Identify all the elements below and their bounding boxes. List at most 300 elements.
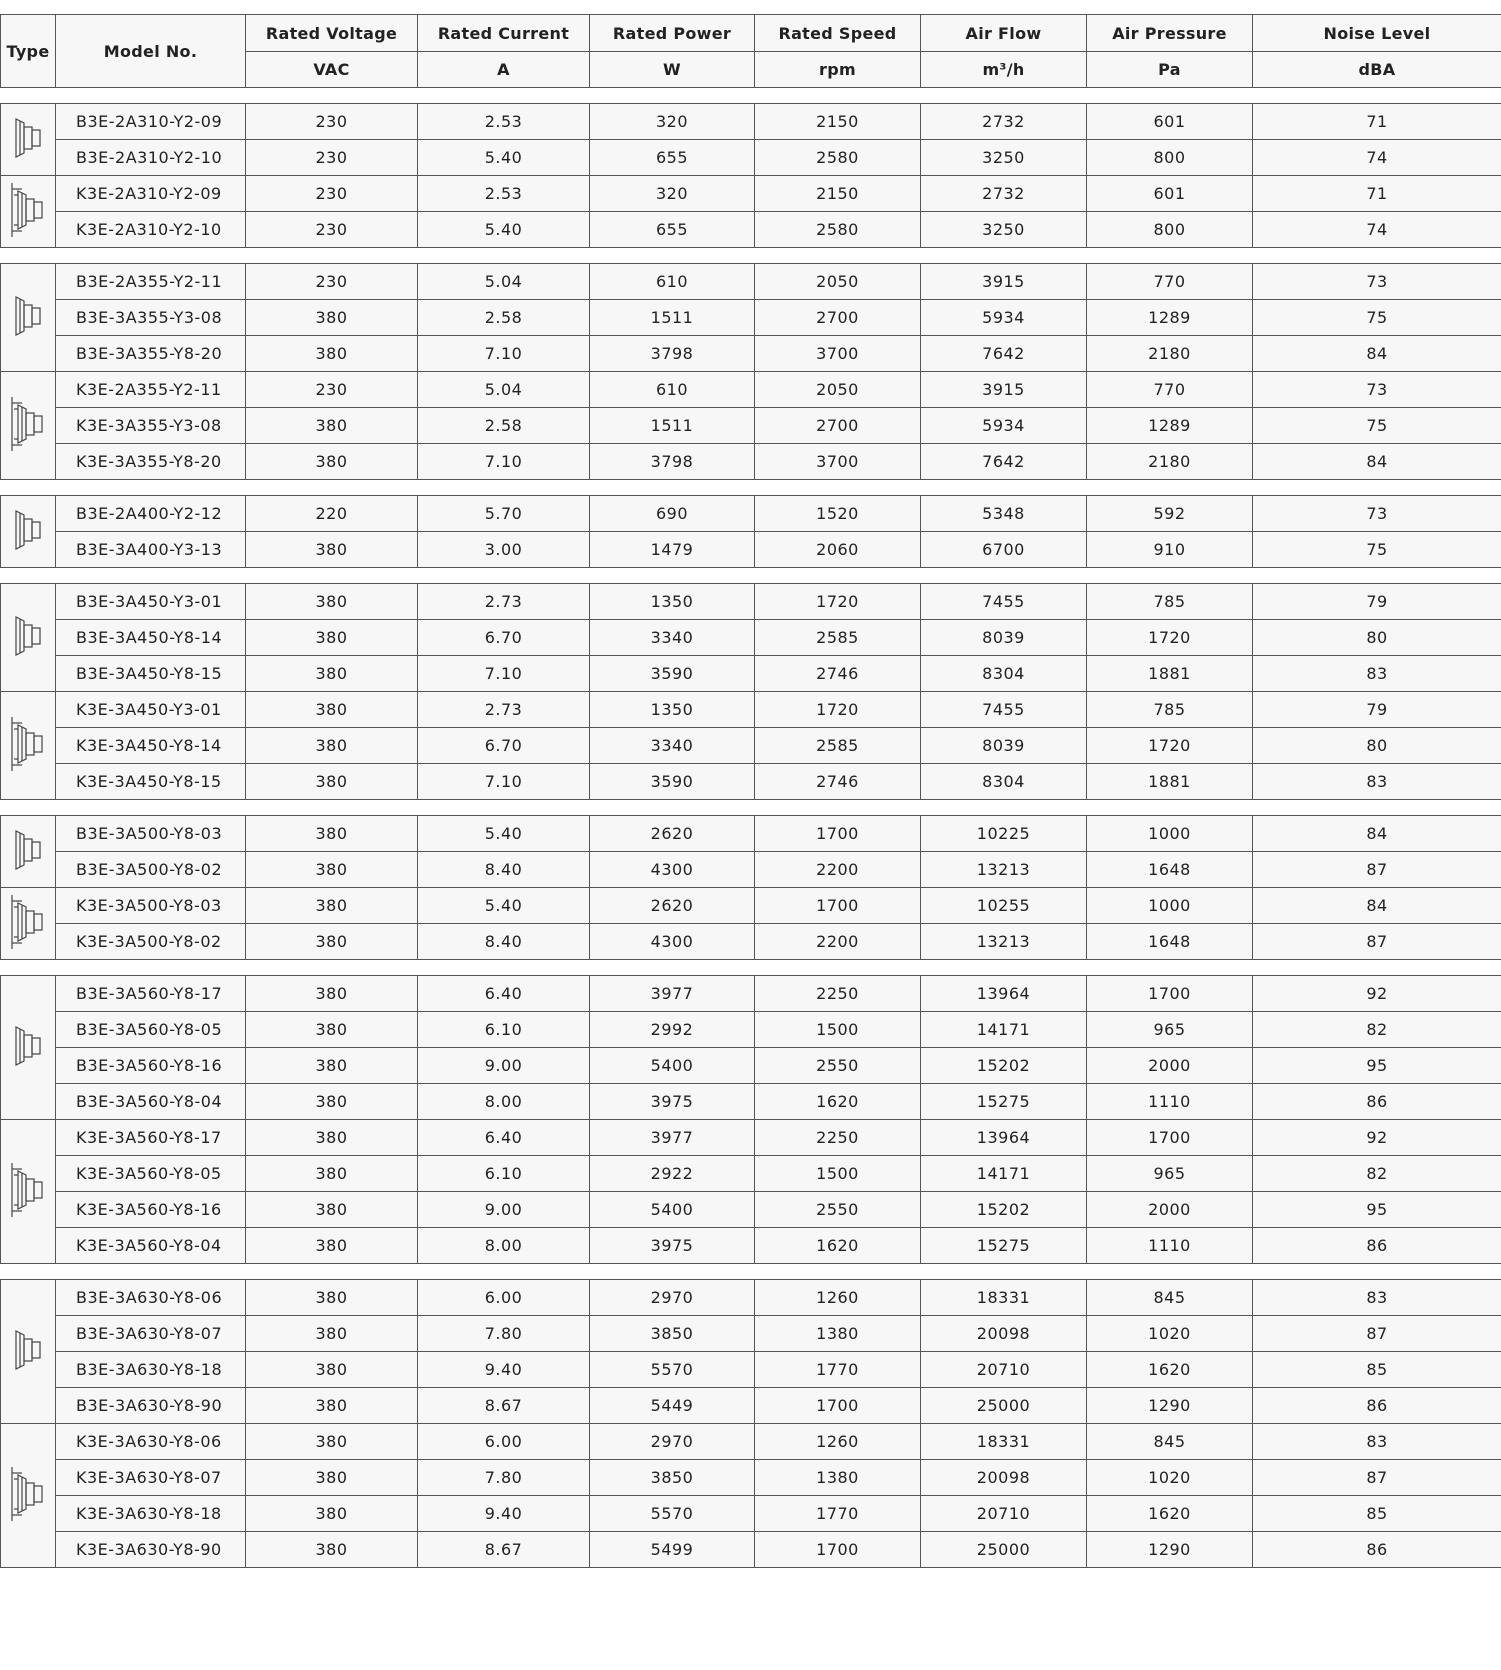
power-cell: 5400 [590,1192,755,1228]
model-cell: B3E-3A560-Y8-16 [56,1048,246,1084]
voltage-cell: 380 [246,728,418,764]
power-cell: 5570 [590,1352,755,1388]
speed-cell: 2250 [755,1120,921,1156]
model-cell: K3E-3A630-Y8-06 [56,1424,246,1460]
speed-cell: 2746 [755,764,921,800]
table-row [1,976,1501,1012]
power-cell: 4300 [590,852,755,888]
current-cell: 6.00 [418,1424,590,1460]
air-pressure-cell: 1700 [1087,976,1253,1012]
air-flow-cell: 10225 [921,816,1087,852]
backward-curved-impeller-icon [10,1056,46,1075]
voltage-cell: 220 [246,496,418,532]
air-flow-cell: 25000 [921,1388,1087,1424]
header-rated-power: Rated Power [590,15,755,52]
model-cell: B3E-3A450-Y8-14 [56,620,246,656]
power-cell: 2620 [590,816,755,852]
power-cell: 610 [590,372,755,408]
voltage-cell: 230 [246,104,418,140]
air-flow-cell: 15275 [921,1084,1087,1120]
power-cell: 3340 [590,728,755,764]
air-pressure-cell: 1720 [1087,728,1253,764]
current-cell: 2.73 [418,584,590,620]
power-cell: 4300 [590,924,755,960]
current-cell: 5.04 [418,372,590,408]
air-pressure-cell: 2000 [1087,1048,1253,1084]
speed-cell: 1700 [755,888,921,924]
air-pressure-cell: 1290 [1087,1532,1253,1568]
type-cell [1,372,56,480]
current-cell: 6.70 [418,620,590,656]
air-flow-cell: 3915 [921,372,1087,408]
speed-cell: 2200 [755,852,921,888]
model-cell: B3E-3A450-Y8-15 [56,656,246,692]
unit-air-flow: m³/h [921,52,1087,88]
spec-group-table [0,975,1501,1264]
current-cell: 8.67 [418,1388,590,1424]
air-flow-cell: 13213 [921,924,1087,960]
air-pressure-cell: 1881 [1087,764,1253,800]
unit-current: A [418,52,590,88]
current-cell: 5.40 [418,212,590,248]
impeller-with-support-frame-icon [8,758,48,777]
air-pressure-cell: 1000 [1087,888,1253,924]
speed-cell: 1720 [755,584,921,620]
speed-cell: 1380 [755,1460,921,1496]
power-cell: 320 [590,104,755,140]
voltage-cell: 380 [246,976,418,1012]
model-cell: K3E-3A355-Y8-20 [56,444,246,480]
speed-cell: 2150 [755,104,921,140]
table-row [1,1012,1501,1048]
model-cell: B3E-3A400-Y3-13 [56,532,246,568]
speed-cell: 2060 [755,532,921,568]
air-pressure-cell: 1290 [1087,1388,1253,1424]
type-cell [1,1120,56,1264]
air-flow-cell: 8304 [921,764,1087,800]
noise-cell: 92 [1253,976,1501,1012]
model-cell: B3E-3A500-Y8-03 [56,816,246,852]
current-cell: 3.00 [418,532,590,568]
table-row [1,1048,1501,1084]
header-model: Model No. [56,15,246,88]
voltage-cell: 380 [246,300,418,336]
speed-cell: 1620 [755,1084,921,1120]
power-cell: 3850 [590,1316,755,1352]
current-cell: 5.40 [418,816,590,852]
current-cell: 7.10 [418,656,590,692]
air-pressure-cell: 1020 [1087,1316,1253,1352]
speed-cell: 1500 [755,1156,921,1192]
table-row [1,176,1501,212]
table-row [1,1352,1501,1388]
model-cell: K3E-2A310-Y2-10 [56,212,246,248]
noise-cell: 87 [1253,1460,1501,1496]
model-cell: B3E-3A560-Y8-05 [56,1012,246,1048]
speed-cell: 1700 [755,816,921,852]
air-pressure-cell: 845 [1087,1424,1253,1460]
model-cell: B3E-2A310-Y2-09 [56,104,246,140]
noise-cell: 85 [1253,1352,1501,1388]
unit-power: W [590,52,755,88]
noise-cell: 83 [1253,1280,1501,1316]
current-cell: 6.10 [418,1156,590,1192]
unit-air-pressure: Pa [1087,52,1253,88]
header-rated-speed: Rated Speed [755,15,921,52]
noise-cell: 95 [1253,1048,1501,1084]
header-rated-voltage: Rated Voltage [246,15,418,52]
spec-group-table [0,583,1501,800]
air-flow-cell: 20710 [921,1352,1087,1388]
voltage-cell: 380 [246,656,418,692]
air-pressure-cell: 2000 [1087,1192,1253,1228]
noise-cell: 82 [1253,1012,1501,1048]
model-cell: K3E-3A500-Y8-02 [56,924,246,960]
air-pressure-cell: 965 [1087,1012,1253,1048]
table-row [1,656,1501,692]
table-row [1,1192,1501,1228]
noise-cell: 86 [1253,1388,1501,1424]
current-cell: 2.58 [418,300,590,336]
model-cell: B3E-3A630-Y8-07 [56,1316,246,1352]
type-cell [1,888,56,960]
power-cell: 5499 [590,1532,755,1568]
type-cell [1,816,56,888]
spec-groups [0,88,1501,1568]
model-cell: B3E-3A355-Y8-20 [56,336,246,372]
spec-group-table [0,1279,1501,1568]
air-flow-cell: 10255 [921,888,1087,924]
air-flow-cell: 20098 [921,1316,1087,1352]
current-cell: 5.70 [418,496,590,532]
air-flow-cell: 18331 [921,1280,1087,1316]
speed-cell: 2550 [755,1048,921,1084]
power-cell: 5449 [590,1388,755,1424]
noise-cell: 86 [1253,1228,1501,1264]
backward-curved-impeller-icon [10,540,46,559]
speed-cell: 2580 [755,140,921,176]
model-cell: K3E-3A450-Y8-14 [56,728,246,764]
air-flow-cell: 5934 [921,408,1087,444]
noise-cell: 84 [1253,888,1501,924]
power-cell: 2992 [590,1012,755,1048]
voltage-cell: 380 [246,1048,418,1084]
power-cell: 3590 [590,764,755,800]
spec-group-table [0,103,1501,248]
air-pressure-cell: 1020 [1087,1460,1253,1496]
model-cell: K3E-3A560-Y8-16 [56,1192,246,1228]
current-cell: 7.80 [418,1316,590,1352]
backward-curved-impeller-icon [10,326,46,345]
noise-cell: 71 [1253,104,1501,140]
noise-cell: 73 [1253,264,1501,300]
air-flow-cell: 13964 [921,1120,1087,1156]
voltage-cell: 380 [246,1532,418,1568]
speed-cell: 2585 [755,620,921,656]
type-cell [1,584,56,692]
air-flow-cell: 20710 [921,1496,1087,1532]
air-pressure-cell: 965 [1087,1156,1253,1192]
voltage-cell: 380 [246,408,418,444]
air-flow-cell: 8304 [921,656,1087,692]
speed-cell: 2150 [755,176,921,212]
model-cell: K3E-3A630-Y8-07 [56,1460,246,1496]
voltage-cell: 380 [246,692,418,728]
noise-cell: 86 [1253,1532,1501,1568]
table-row [1,852,1501,888]
current-cell: 8.67 [418,1532,590,1568]
table-row [1,888,1501,924]
power-cell: 690 [590,496,755,532]
impeller-with-support-frame-icon [8,1204,48,1223]
model-cell: B3E-2A310-Y2-10 [56,140,246,176]
table-row [1,1280,1501,1316]
noise-cell: 92 [1253,1120,1501,1156]
table-row [1,140,1501,176]
model-cell: B3E-2A400-Y2-12 [56,496,246,532]
air-flow-cell: 15275 [921,1228,1087,1264]
noise-cell: 75 [1253,408,1501,444]
type-cell [1,496,56,568]
backward-curved-impeller-icon [10,1360,46,1379]
power-cell: 3850 [590,1460,755,1496]
current-cell: 6.40 [418,976,590,1012]
air-pressure-cell: 601 [1087,104,1253,140]
speed-cell: 2250 [755,976,921,1012]
type-cell [1,104,56,176]
air-flow-cell: 2732 [921,176,1087,212]
air-flow-cell: 14171 [921,1156,1087,1192]
speed-cell: 2050 [755,264,921,300]
power-cell: 3977 [590,976,755,1012]
speed-cell: 2050 [755,372,921,408]
group-spacer [0,248,1501,263]
air-pressure-cell: 845 [1087,1280,1253,1316]
group-spacer [0,960,1501,975]
backward-curved-impeller-icon [10,646,46,665]
noise-cell: 82 [1253,1156,1501,1192]
table-row [1,1388,1501,1424]
air-flow-cell: 5348 [921,496,1087,532]
header-rated-current: Rated Current [418,15,590,52]
unit-voltage: VAC [246,52,418,88]
table-row [1,1424,1501,1460]
power-cell: 610 [590,264,755,300]
voltage-cell: 380 [246,888,418,924]
voltage-cell: 380 [246,924,418,960]
current-cell: 5.40 [418,140,590,176]
table-row [1,816,1501,852]
power-cell: 3590 [590,656,755,692]
model-cell: K3E-3A560-Y8-04 [56,1228,246,1264]
voltage-cell: 380 [246,444,418,480]
current-cell: 7.80 [418,1460,590,1496]
air-flow-cell: 7455 [921,584,1087,620]
speed-cell: 2585 [755,728,921,764]
current-cell: 8.00 [418,1228,590,1264]
spec-header-table [0,14,1501,88]
voltage-cell: 380 [246,1156,418,1192]
group-spacer [0,88,1501,103]
table-row [1,1496,1501,1532]
speed-cell: 2580 [755,212,921,248]
air-pressure-cell: 1110 [1087,1228,1253,1264]
noise-cell: 80 [1253,620,1501,656]
type-cell [1,264,56,372]
air-pressure-cell: 1620 [1087,1496,1253,1532]
air-flow-cell: 18331 [921,1424,1087,1460]
voltage-cell: 380 [246,336,418,372]
noise-cell: 75 [1253,532,1501,568]
noise-cell: 75 [1253,300,1501,336]
spec-sheet [0,14,1501,1568]
current-cell: 5.40 [418,888,590,924]
noise-cell: 86 [1253,1084,1501,1120]
group-spacer [0,480,1501,495]
model-cell: K3E-2A355-Y2-11 [56,372,246,408]
power-cell: 655 [590,140,755,176]
noise-cell: 79 [1253,692,1501,728]
air-pressure-cell: 1700 [1087,1120,1253,1156]
air-flow-cell: 2732 [921,104,1087,140]
voltage-cell: 380 [246,1228,418,1264]
voltage-cell: 230 [246,140,418,176]
noise-cell: 74 [1253,212,1501,248]
noise-cell: 85 [1253,1496,1501,1532]
air-flow-cell: 25000 [921,1532,1087,1568]
noise-cell: 84 [1253,816,1501,852]
voltage-cell: 230 [246,264,418,300]
model-cell: B3E-3A630-Y8-18 [56,1352,246,1388]
voltage-cell: 380 [246,620,418,656]
air-flow-cell: 8039 [921,728,1087,764]
table-row [1,692,1501,728]
impeller-with-support-frame-icon [8,936,48,955]
table-row [1,1316,1501,1352]
power-cell: 1511 [590,408,755,444]
table-row [1,372,1501,408]
air-pressure-cell: 2180 [1087,444,1253,480]
air-pressure-cell: 1110 [1087,1084,1253,1120]
speed-cell: 3700 [755,336,921,372]
air-pressure-cell: 2180 [1087,336,1253,372]
noise-cell: 87 [1253,924,1501,960]
noise-cell: 95 [1253,1192,1501,1228]
air-pressure-cell: 1289 [1087,408,1253,444]
speed-cell: 1620 [755,1228,921,1264]
unit-speed: rpm [755,52,921,88]
noise-cell: 79 [1253,584,1501,620]
power-cell: 5570 [590,1496,755,1532]
model-cell: K3E-3A500-Y8-03 [56,888,246,924]
table-row [1,764,1501,800]
speed-cell: 3700 [755,444,921,480]
power-cell: 5400 [590,1048,755,1084]
voltage-cell: 380 [246,1388,418,1424]
power-cell: 3798 [590,336,755,372]
group-spacer [0,1264,1501,1279]
group-spacer [0,800,1501,815]
speed-cell: 1520 [755,496,921,532]
voltage-cell: 380 [246,584,418,620]
voltage-cell: 380 [246,1352,418,1388]
speed-cell: 1770 [755,1496,921,1532]
power-cell: 3340 [590,620,755,656]
air-pressure-cell: 770 [1087,372,1253,408]
speed-cell: 1380 [755,1316,921,1352]
air-pressure-cell: 1000 [1087,816,1253,852]
current-cell: 9.40 [418,1496,590,1532]
voltage-cell: 380 [246,532,418,568]
noise-cell: 73 [1253,496,1501,532]
speed-cell: 1700 [755,1388,921,1424]
current-cell: 7.10 [418,764,590,800]
power-cell: 1479 [590,532,755,568]
voltage-cell: 380 [246,764,418,800]
speed-cell: 2700 [755,408,921,444]
air-pressure-cell: 601 [1087,176,1253,212]
spec-group-table [0,815,1501,960]
speed-cell: 2550 [755,1192,921,1228]
air-flow-cell: 3250 [921,140,1087,176]
current-cell: 9.40 [418,1352,590,1388]
table-row [1,408,1501,444]
air-pressure-cell: 1620 [1087,1352,1253,1388]
power-cell: 2922 [590,1156,755,1192]
noise-cell: 83 [1253,764,1501,800]
power-cell: 1511 [590,300,755,336]
voltage-cell: 380 [246,1084,418,1120]
model-cell: B3E-2A355-Y2-11 [56,264,246,300]
table-row [1,620,1501,656]
impeller-with-support-frame-icon [8,1508,48,1527]
noise-cell: 74 [1253,140,1501,176]
voltage-cell: 380 [246,1120,418,1156]
current-cell: 8.00 [418,1084,590,1120]
current-cell: 6.70 [418,728,590,764]
table-row [1,1156,1501,1192]
power-cell: 3975 [590,1084,755,1120]
model-cell: K3E-2A310-Y2-09 [56,176,246,212]
air-pressure-cell: 1881 [1087,656,1253,692]
current-cell: 2.53 [418,104,590,140]
air-flow-cell: 15202 [921,1192,1087,1228]
air-flow-cell: 7455 [921,692,1087,728]
header-air-pressure: Air Pressure [1087,15,1253,52]
air-flow-cell: 15202 [921,1048,1087,1084]
voltage-cell: 230 [246,176,418,212]
table-row [1,1120,1501,1156]
table-row [1,212,1501,248]
power-cell: 2970 [590,1280,755,1316]
current-cell: 8.40 [418,852,590,888]
noise-cell: 84 [1253,444,1501,480]
speed-cell: 1260 [755,1424,921,1460]
impeller-with-support-frame-icon [8,224,48,243]
table-row [1,496,1501,532]
group-spacer [0,568,1501,583]
power-cell: 3798 [590,444,755,480]
voltage-cell: 380 [246,1424,418,1460]
model-cell: B3E-3A630-Y8-06 [56,1280,246,1316]
current-cell: 8.40 [418,924,590,960]
model-cell: K3E-3A355-Y3-08 [56,408,246,444]
air-pressure-cell: 1648 [1087,852,1253,888]
noise-cell: 84 [1253,336,1501,372]
power-cell: 2970 [590,1424,755,1460]
current-cell: 9.00 [418,1048,590,1084]
power-cell: 1350 [590,692,755,728]
